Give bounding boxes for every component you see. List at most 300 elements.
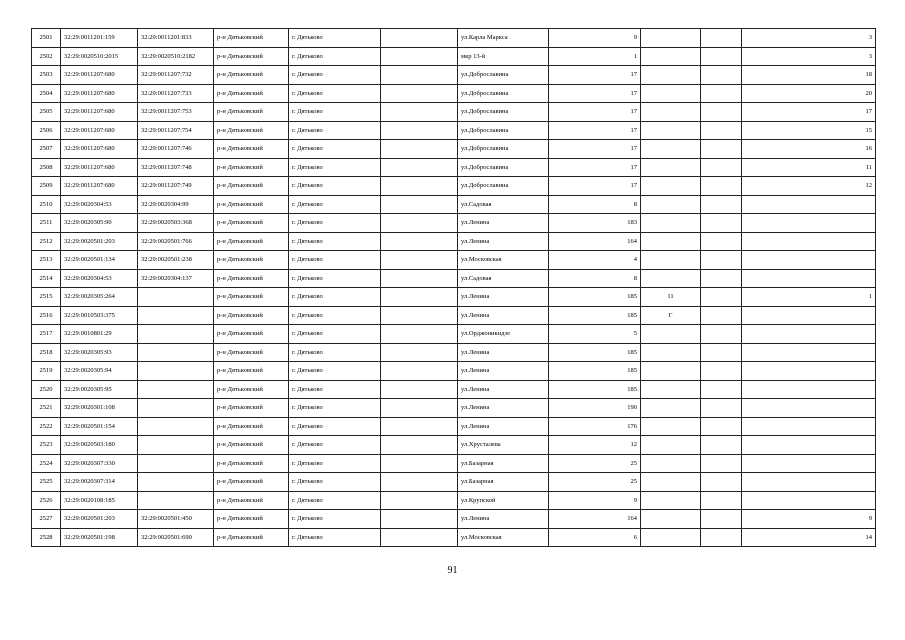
- settlement-cell: [381, 399, 458, 418]
- district-cell: р-н Дятьковский: [214, 84, 289, 103]
- settlement-cell: [381, 195, 458, 214]
- apartment-cell: 15: [742, 121, 876, 140]
- district-cell: р-н Дятьковский: [214, 269, 289, 288]
- house-number-cell: 17: [549, 84, 641, 103]
- object-cadastral-number-cell: 32:29:0011207:754: [138, 121, 214, 140]
- house-number-cell: 185: [549, 343, 641, 362]
- apartment-cell: [742, 251, 876, 270]
- settlement-cell: [381, 177, 458, 196]
- city-cell: г. Дятьково: [289, 195, 381, 214]
- settlement-cell: [381, 84, 458, 103]
- district-cell: р-н Дятьковский: [214, 232, 289, 251]
- city-cell: г. Дятьково: [289, 214, 381, 233]
- cadastral-number-cell: 32:29:0020501:154: [61, 417, 138, 436]
- building-cell: [641, 510, 701, 529]
- letter-cell: [701, 454, 742, 473]
- settlement-cell: [381, 47, 458, 66]
- table-row: [32, 29, 876, 48]
- city-cell: г. Дятьково: [289, 232, 381, 251]
- district-cell: р-н Дятьковский: [214, 436, 289, 455]
- house-number-cell: 185: [549, 288, 641, 307]
- apartment-cell: [742, 306, 876, 325]
- district-cell: р-н Дятьковский: [214, 288, 289, 307]
- letter-cell: [701, 29, 742, 48]
- settlement-cell: [381, 380, 458, 399]
- object-cadastral-number-cell: [138, 417, 214, 436]
- city-cell: г. Дятьково: [289, 103, 381, 122]
- object-cadastral-number-cell: 32:29:0020304:137: [138, 269, 214, 288]
- district-cell: р-н Дятьковский: [214, 362, 289, 381]
- street-cell: ул.Доброславина: [458, 66, 549, 85]
- table-row: [32, 528, 876, 547]
- house-number-cell: 1: [549, 47, 641, 66]
- cadastral-number-cell: 32:29:0020501:203: [61, 510, 138, 529]
- street-cell: ул.Доброславина: [458, 140, 549, 159]
- district-cell: р-н Дятьковский: [214, 510, 289, 529]
- district-cell: р-н Дятьковский: [214, 380, 289, 399]
- apartment-cell: 12: [742, 177, 876, 196]
- object-cadastral-number-cell: 32:29:0020501:238: [138, 251, 214, 270]
- table-row: [32, 380, 876, 399]
- city-cell: г. Дятьково: [289, 251, 381, 270]
- letter-cell: [701, 121, 742, 140]
- city-cell: г. Дятьково: [289, 269, 381, 288]
- table-row: [32, 399, 876, 418]
- object-cadastral-number-cell: 32:29:0011201:833: [138, 29, 214, 48]
- district-cell: р-н Дятьковский: [214, 158, 289, 177]
- letter-cell: [701, 214, 742, 233]
- object-cadastral-number-cell: [138, 399, 214, 418]
- house-number-cell: 176: [549, 417, 641, 436]
- table-row: [32, 47, 876, 66]
- cadastral-number-cell: 32:29:0020305:93: [61, 343, 138, 362]
- house-number-cell: 25: [549, 454, 641, 473]
- letter-cell: [701, 251, 742, 270]
- city-cell: г. Дятьково: [289, 306, 381, 325]
- table-row: [32, 417, 876, 436]
- object-cadastral-number-cell: 32:29:0020501:766: [138, 232, 214, 251]
- object-cadastral-number-cell: 32:29:0011207:749: [138, 177, 214, 196]
- house-number-cell: 8: [549, 269, 641, 288]
- table-row: [32, 251, 876, 270]
- district-cell: р-н Дятьковский: [214, 325, 289, 344]
- letter-cell: [701, 325, 742, 344]
- table-row: [32, 177, 876, 196]
- district-cell: р-н Дятьковский: [214, 195, 289, 214]
- settlement-cell: [381, 510, 458, 529]
- object-cadastral-number-cell: [138, 380, 214, 399]
- row-number-cell: 2504: [32, 84, 61, 103]
- district-cell: р-н Дятьковский: [214, 473, 289, 492]
- cadastral-number-cell: 32:29:0020301:108: [61, 399, 138, 418]
- building-cell: [641, 140, 701, 159]
- table-row: [32, 158, 876, 177]
- city-cell: г. Дятьково: [289, 362, 381, 381]
- apartment-cell: [742, 214, 876, 233]
- settlement-cell: [381, 29, 458, 48]
- table-row: [32, 66, 876, 85]
- street-cell: ул.Ленина: [458, 343, 549, 362]
- letter-cell: [701, 528, 742, 547]
- street-cell: ул.Орджоникидзе: [458, 325, 549, 344]
- letter-cell: [701, 491, 742, 510]
- row-number-cell: 2511: [32, 214, 61, 233]
- building-cell: [641, 269, 701, 288]
- letter-cell: [701, 306, 742, 325]
- house-number-cell: 17: [549, 66, 641, 85]
- street-cell: ул.Карла Маркса: [458, 29, 549, 48]
- settlement-cell: [381, 121, 458, 140]
- object-cadastral-number-cell: [138, 306, 214, 325]
- settlement-cell: [381, 306, 458, 325]
- table-row: [32, 491, 876, 510]
- table-row: [32, 103, 876, 122]
- table-row: [32, 214, 876, 233]
- apartment-cell: 14: [742, 528, 876, 547]
- table-row: [32, 121, 876, 140]
- row-number-cell: 2517: [32, 325, 61, 344]
- cadastral-number-cell: 32:29:0020501:203: [61, 232, 138, 251]
- street-cell: ул.Доброславина: [458, 103, 549, 122]
- house-number-cell: 6: [549, 528, 641, 547]
- table-row: [32, 343, 876, 362]
- object-cadastral-number-cell: [138, 343, 214, 362]
- street-cell: ул.Доброславина: [458, 84, 549, 103]
- row-number-cell: 2502: [32, 47, 61, 66]
- street-cell: ул.Садовая: [458, 195, 549, 214]
- street-cell: мкр 13-й: [458, 47, 549, 66]
- settlement-cell: [381, 491, 458, 510]
- settlement-cell: [381, 343, 458, 362]
- cadastral-number-cell: 32:29:0010503:375: [61, 306, 138, 325]
- city-cell: г. Дятьково: [289, 454, 381, 473]
- row-number-cell: 2520: [32, 380, 61, 399]
- city-cell: г. Дятьково: [289, 66, 381, 85]
- row-number-cell: 2515: [32, 288, 61, 307]
- building-cell: [641, 399, 701, 418]
- street-cell: ул.Ленина: [458, 417, 549, 436]
- street-cell: ул.Московская: [458, 251, 549, 270]
- street-cell: ул.Садовая: [458, 269, 549, 288]
- house-number-cell: 12: [549, 436, 641, 455]
- object-cadastral-number-cell: 32:29:0011207:746: [138, 140, 214, 159]
- row-number-cell: 2507: [32, 140, 61, 159]
- row-number-cell: 2522: [32, 417, 61, 436]
- row-number-cell: 2506: [32, 121, 61, 140]
- city-cell: г. Дятьково: [289, 510, 381, 529]
- building-cell: [641, 528, 701, 547]
- apartment-cell: 1: [742, 288, 876, 307]
- district-cell: р-н Дятьковский: [214, 140, 289, 159]
- letter-cell: [701, 158, 742, 177]
- table-row: [32, 473, 876, 492]
- city-cell: г. Дятьково: [289, 29, 381, 48]
- object-cadastral-number-cell: [138, 473, 214, 492]
- settlement-cell: [381, 436, 458, 455]
- settlement-cell: [381, 251, 458, 270]
- street-cell: ул.Доброславина: [458, 158, 549, 177]
- building-cell: [641, 251, 701, 270]
- building-cell: [641, 491, 701, 510]
- settlement-cell: [381, 140, 458, 159]
- apartment-cell: [742, 325, 876, 344]
- street-cell: ул.Ленина: [458, 214, 549, 233]
- apartment-cell: 9: [742, 510, 876, 529]
- table-row: [32, 195, 876, 214]
- house-number-cell: 8: [549, 195, 641, 214]
- register-table: [31, 28, 876, 547]
- table-row: [32, 454, 876, 473]
- house-number-cell: 9: [549, 29, 641, 48]
- settlement-cell: [381, 288, 458, 307]
- city-cell: г. Дятьково: [289, 47, 381, 66]
- row-number-cell: 2514: [32, 269, 61, 288]
- apartment-cell: [742, 454, 876, 473]
- table-row: [32, 362, 876, 381]
- apartment-cell: [742, 491, 876, 510]
- cadastral-number-cell: 32:29:0020304:53: [61, 269, 138, 288]
- cadastral-number-cell: 32:29:0020501:134: [61, 251, 138, 270]
- row-number-cell: 2527: [32, 510, 61, 529]
- building-cell: Г: [641, 306, 701, 325]
- table-row: [32, 84, 876, 103]
- row-number-cell: 2516: [32, 306, 61, 325]
- district-cell: р-н Дятьковский: [214, 29, 289, 48]
- house-number-cell: 17: [549, 121, 641, 140]
- city-cell: г. Дятьково: [289, 343, 381, 362]
- house-number-cell: 17: [549, 158, 641, 177]
- apartment-cell: [742, 232, 876, 251]
- letter-cell: [701, 84, 742, 103]
- row-number-cell: 2509: [32, 177, 61, 196]
- settlement-cell: [381, 158, 458, 177]
- cadastral-number-cell: 32:29:0011201:159: [61, 29, 138, 48]
- cadastral-number-cell: 32:29:0020305:95: [61, 380, 138, 399]
- apartment-cell: [742, 362, 876, 381]
- street-cell: ул.Базарная: [458, 454, 549, 473]
- apartment-cell: 16: [742, 140, 876, 159]
- house-number-cell: 17: [549, 140, 641, 159]
- settlement-cell: [381, 232, 458, 251]
- object-cadastral-number-cell: 32:29:0011207:748: [138, 158, 214, 177]
- apartment-cell: [742, 417, 876, 436]
- district-cell: р-н Дятьковский: [214, 66, 289, 85]
- letter-cell: [701, 47, 742, 66]
- apartment-cell: 11: [742, 158, 876, 177]
- building-cell: [641, 454, 701, 473]
- cadastral-number-cell: 32:29:0011207:680: [61, 103, 138, 122]
- street-cell: ул.Ленина: [458, 362, 549, 381]
- city-cell: г. Дятьково: [289, 140, 381, 159]
- apartment-cell: [742, 436, 876, 455]
- table-body: [32, 29, 876, 547]
- cadastral-number-cell: 32:29:0020305:264: [61, 288, 138, 307]
- object-cadastral-number-cell: 32:29:0020501:450: [138, 510, 214, 529]
- cadastral-number-cell: 32:29:0011207:680: [61, 177, 138, 196]
- street-cell: ул.Ленина: [458, 510, 549, 529]
- object-cadastral-number-cell: [138, 288, 214, 307]
- city-cell: г. Дятьково: [289, 399, 381, 418]
- city-cell: г. Дятьково: [289, 491, 381, 510]
- city-cell: г. Дятьково: [289, 158, 381, 177]
- letter-cell: [701, 473, 742, 492]
- district-cell: р-н Дятьковский: [214, 454, 289, 473]
- settlement-cell: [381, 473, 458, 492]
- letter-cell: [701, 436, 742, 455]
- district-cell: р-н Дятьковский: [214, 121, 289, 140]
- object-cadastral-number-cell: [138, 325, 214, 344]
- building-cell: [641, 343, 701, 362]
- house-number-cell: 9: [549, 491, 641, 510]
- table-row: [32, 325, 876, 344]
- row-number-cell: 2519: [32, 362, 61, 381]
- house-number-cell: 164: [549, 510, 641, 529]
- house-number-cell: 164: [549, 232, 641, 251]
- letter-cell: [701, 103, 742, 122]
- table-row: [32, 232, 876, 251]
- building-cell: 11: [641, 288, 701, 307]
- street-cell: ул.Хрусталева: [458, 436, 549, 455]
- letter-cell: [701, 343, 742, 362]
- district-cell: р-н Дятьковский: [214, 528, 289, 547]
- letter-cell: [701, 362, 742, 381]
- object-cadastral-number-cell: 32:29:0011207:732: [138, 66, 214, 85]
- settlement-cell: [381, 362, 458, 381]
- row-number-cell: 2524: [32, 454, 61, 473]
- row-number-cell: 2508: [32, 158, 61, 177]
- city-cell: г. Дятьково: [289, 84, 381, 103]
- object-cadastral-number-cell: 32:29:0020510:2182: [138, 47, 214, 66]
- cadastral-number-cell: 32:29:0011207:680: [61, 158, 138, 177]
- object-cadastral-number-cell: 32:29:0020501:690: [138, 528, 214, 547]
- street-cell: ул.Ленина: [458, 232, 549, 251]
- district-cell: р-н Дятьковский: [214, 251, 289, 270]
- apartment-cell: 3: [742, 29, 876, 48]
- cadastral-number-cell: 32:29:0020305:90: [61, 214, 138, 233]
- settlement-cell: [381, 269, 458, 288]
- settlement-cell: [381, 417, 458, 436]
- district-cell: р-н Дятьковский: [214, 491, 289, 510]
- building-cell: [641, 121, 701, 140]
- apartment-cell: 18: [742, 66, 876, 85]
- letter-cell: [701, 288, 742, 307]
- city-cell: г. Дятьково: [289, 121, 381, 140]
- district-cell: р-н Дятьковский: [214, 306, 289, 325]
- row-number-cell: 2528: [32, 528, 61, 547]
- house-number-cell: 185: [549, 380, 641, 399]
- settlement-cell: [381, 214, 458, 233]
- settlement-cell: [381, 325, 458, 344]
- district-cell: р-н Дятьковский: [214, 399, 289, 418]
- row-number-cell: 2521: [32, 399, 61, 418]
- city-cell: г. Дятьково: [289, 528, 381, 547]
- street-cell: ул.Ленина: [458, 288, 549, 307]
- district-cell: р-н Дятьковский: [214, 417, 289, 436]
- settlement-cell: [381, 66, 458, 85]
- cadastral-number-cell: 32:29:0020307:330: [61, 454, 138, 473]
- table-row: [32, 269, 876, 288]
- building-cell: [641, 325, 701, 344]
- district-cell: р-н Дятьковский: [214, 214, 289, 233]
- house-number-cell: 17: [549, 103, 641, 122]
- house-number-cell: 185: [549, 362, 641, 381]
- apartment-cell: [742, 343, 876, 362]
- row-number-cell: 2505: [32, 103, 61, 122]
- table-row: [32, 436, 876, 455]
- building-cell: [641, 29, 701, 48]
- building-cell: [641, 103, 701, 122]
- letter-cell: [701, 232, 742, 251]
- building-cell: [641, 232, 701, 251]
- row-number-cell: 2518: [32, 343, 61, 362]
- building-cell: [641, 195, 701, 214]
- apartment-cell: [742, 399, 876, 418]
- cadastral-number-cell: 32:29:0020304:53: [61, 195, 138, 214]
- letter-cell: [701, 140, 742, 159]
- cadastral-number-cell: 32:29:0020501:198: [61, 528, 138, 547]
- letter-cell: [701, 399, 742, 418]
- street-cell: ул.Базарная: [458, 473, 549, 492]
- row-number-cell: 2526: [32, 491, 61, 510]
- city-cell: г. Дятьково: [289, 473, 381, 492]
- street-cell: ул.Доброславина: [458, 121, 549, 140]
- letter-cell: [701, 380, 742, 399]
- cadastral-number-cell: 32:29:0020503:180: [61, 436, 138, 455]
- letter-cell: [701, 66, 742, 85]
- building-cell: [641, 380, 701, 399]
- house-number-cell: 183: [549, 214, 641, 233]
- letter-cell: [701, 195, 742, 214]
- cadastral-number-cell: 32:29:0010801:29: [61, 325, 138, 344]
- city-cell: г. Дятьково: [289, 325, 381, 344]
- building-cell: [641, 84, 701, 103]
- city-cell: г. Дятьково: [289, 436, 381, 455]
- street-cell: ул.Московская: [458, 528, 549, 547]
- city-cell: г. Дятьково: [289, 417, 381, 436]
- object-cadastral-number-cell: [138, 454, 214, 473]
- apartment-cell: [742, 195, 876, 214]
- object-cadastral-number-cell: [138, 491, 214, 510]
- house-number-cell: 190: [549, 399, 641, 418]
- letter-cell: [701, 510, 742, 529]
- house-number-cell: 25: [549, 473, 641, 492]
- district-cell: р-н Дятьковский: [214, 343, 289, 362]
- table-row: [32, 306, 876, 325]
- settlement-cell: [381, 454, 458, 473]
- letter-cell: [701, 269, 742, 288]
- row-number-cell: 2510: [32, 195, 61, 214]
- building-cell: [641, 417, 701, 436]
- letter-cell: [701, 417, 742, 436]
- apartment-cell: 17: [742, 103, 876, 122]
- district-cell: р-н Дятьковский: [214, 177, 289, 196]
- building-cell: [641, 177, 701, 196]
- house-number-cell: 185: [549, 306, 641, 325]
- city-cell: г. Дятьково: [289, 288, 381, 307]
- row-number-cell: 2503: [32, 66, 61, 85]
- object-cadastral-number-cell: 32:29:0011207:733: [138, 84, 214, 103]
- row-number-cell: 2513: [32, 251, 61, 270]
- house-number-cell: 17: [549, 177, 641, 196]
- building-cell: [641, 47, 701, 66]
- page-number: 91: [447, 565, 458, 576]
- object-cadastral-number-cell: [138, 436, 214, 455]
- building-cell: [641, 214, 701, 233]
- apartment-cell: 3: [742, 47, 876, 66]
- cadastral-number-cell: 32:29:0020510:2015: [61, 47, 138, 66]
- street-cell: ул.Ленина: [458, 380, 549, 399]
- apartment-cell: [742, 473, 876, 492]
